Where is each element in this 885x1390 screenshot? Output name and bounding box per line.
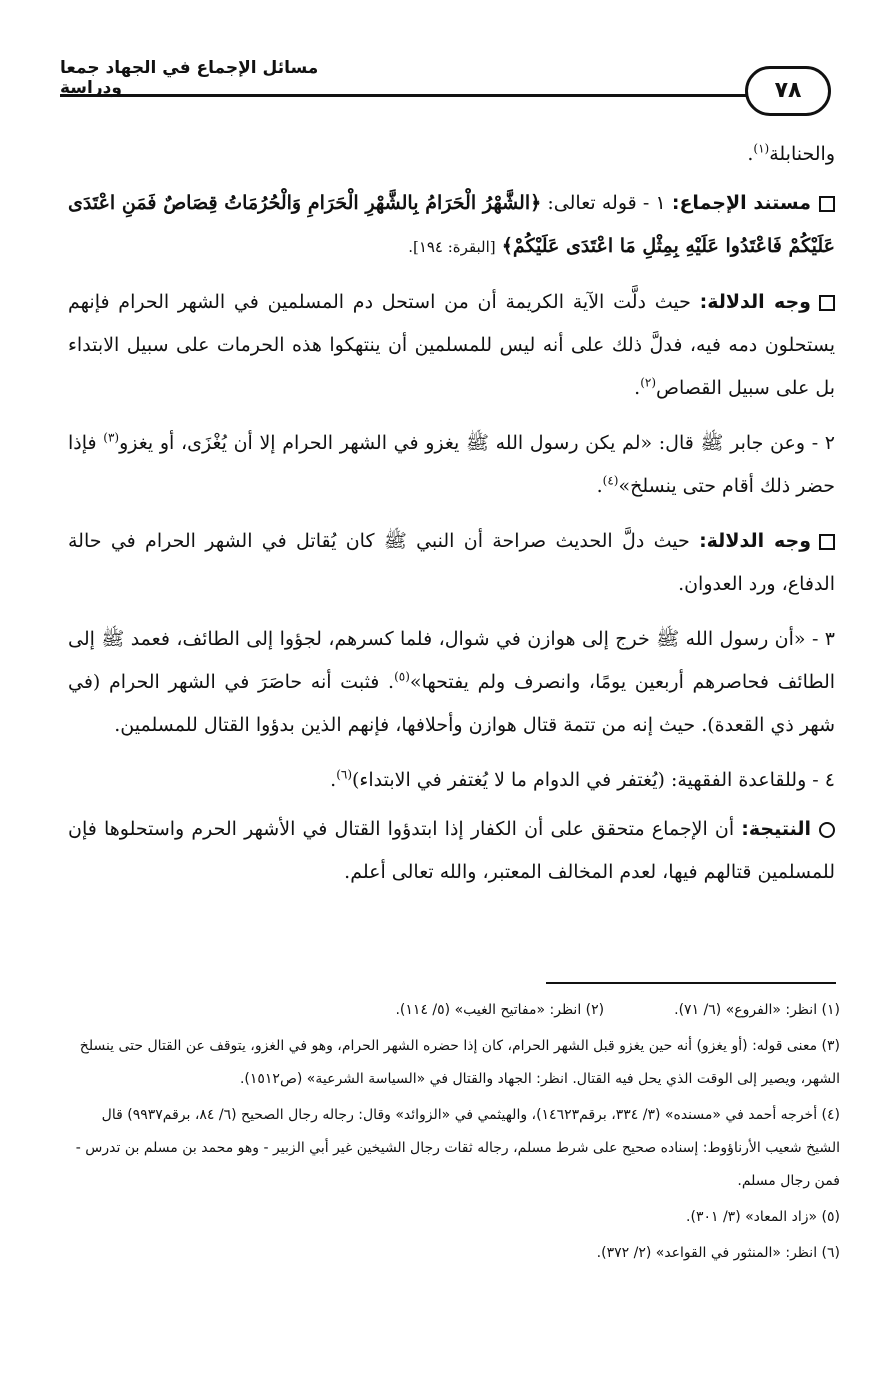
footnote-rule: [546, 982, 836, 984]
running-header-title: مسائل الإجماع في الجهاد جمعا ودراسة: [60, 58, 319, 98]
paragraph-hawazin: [68, 618, 835, 747]
footnote-ref: (٥): [394, 669, 410, 684]
footnote-6: (٦) انظر: «المنثور في القواعد» (٢/ ٣٧٢).: [596, 1245, 840, 1261]
main-text: [68, 133, 835, 906]
paragraph-evidence: [68, 182, 835, 269]
header-rule: [60, 94, 760, 97]
paragraph-indication-2: [68, 520, 835, 606]
footnotes: [68, 994, 840, 1273]
footnote-ref: (١): [753, 141, 770, 156]
paragraph-text: ٢ - وعن جابر ﷺ قال: «لم يكن رسول الله ﷺ يغزو في الشهر الحرام إلا أن يُغْزَى، أو يغزو: [119, 432, 835, 454]
paragraph-end: .: [747, 143, 754, 165]
square-bullet-icon: [819, 534, 835, 550]
square-bullet-icon: [819, 196, 835, 212]
paragraph-text: ٤ - وللقاعدة الفقهية: (يُغتفر في الدوام ما لا يُغتفر في الابتداء): [352, 769, 835, 791]
footnote-2: (٢) انظر: «مفاتيح الغيب» (٥/ ١١٤).: [395, 1002, 605, 1018]
paragraph-text: حيث دلَّ الحديث صراحة أن النبي ﷺ كان يُقاتل في الشهر الحرام في حالة الدفاع، ورد العدوان.: [68, 530, 835, 595]
quran-verse: ﴿الشَّهْرُ الْحَرَامُ بِالشَّهْرِ الْحَرَامِ وَالْحُرُمَاتُ قِصَاصٌ فَمَنِ اعْتَدَى عَلَيْكُمْ فَاعْتَدُوا عَلَيْهِ بِمِثْلِ مَا اعْتَدَى عَلَيْكُمْ﴾: [68, 192, 835, 257]
paragraph-indication-1: [68, 281, 835, 410]
section-label: وجه الدلالة:: [699, 530, 812, 552]
footnote-row: [68, 994, 840, 1027]
paragraph-conclusion: [68, 808, 835, 894]
paragraph-text: والحنابلة: [769, 143, 835, 165]
paragraph-text: فإذا حضر ذلك أقام حتى ينسلخ»: [68, 432, 835, 497]
paragraph-end: .: [634, 377, 641, 399]
page-number: ٧٨: [745, 66, 831, 116]
paragraph-hanabila: [68, 133, 835, 176]
section-label: وجه الدلالة:: [699, 291, 811, 313]
footnote-4: (٤) أخرجه أحمد في «مسنده» (٣/ ٣٣٤، برقم١٤٦٢٣)، والهيثمي في «الزوائد» وقال: رجاله رجال الصحيح (٦/ ٨٤، برقم٩٩٣٧) قال الشيخ شعيب الأرناؤوط: إسناده صحيح على شرط مسلم، رجاله ثقات رجال الشيخين غير أبي الزبير - وهو محمد بن مسلم بن تدرس - فمن رجال مسلم.: [75, 1107, 840, 1189]
footnote-ref: (٦): [336, 767, 353, 782]
paragraph-fiqh-rule: [68, 759, 835, 802]
section-label: النتيجة:: [741, 818, 811, 840]
paragraph-jabir-hadith: [68, 422, 835, 508]
paragraph-text: . فثبت أنه حاصَرَ في الشهر الحرام (في شهر ذي القعدة). حيث إنه من تتمة قتال هوازن وأحلافها، فإنهم الذين بدؤوا القتال للمسلمين.: [68, 671, 835, 736]
footnote-1: (١) انظر: «الفروع» (٦/ ٧١).: [674, 1002, 840, 1018]
verse-citation: [البقرة: ١٩٤].: [408, 238, 496, 256]
footnote-5: (٥) «زاد المعاد» (٣/ ٣٠١).: [686, 1209, 840, 1225]
paragraph-text: حيث دلَّت الآية الكريمة أن من استحل دم المسلمين في الشهر الحرام فإنهم يستحلون دمه فيه، فدلَّ ذلك على أنه ليس للمسلمين أن ينتهكوا هذه الحرمات على سبيل الابتداء بل على سبيل القصاص: [68, 291, 835, 399]
footnote-ref: (٤): [602, 473, 619, 488]
paragraph-end: .: [596, 475, 603, 497]
footnote-ref: (٣): [103, 430, 120, 445]
square-bullet-icon: [819, 295, 835, 311]
footnote-ref: (٢): [640, 375, 657, 390]
footnote-3: (٣) معنى قوله: (أو يغزو) أنه حين يغزو قبل الشهر الحرام، كان إذا حضره الشهر الحرام، وهو في الغزو، يتوقف عن القتال حتى ينسلخ الشهر، ويصير إلى الوقت الذي يحل فيه القتال. انظر: الجهاد والقتال في «السياسة الشرعية» (ص١٥١٢).: [79, 1038, 840, 1087]
paragraph-text: ٣ - «أن رسول الله ﷺ خرج إلى هوازن في شوال، فلما كسرهم، لجؤوا إلى الطائف، فعمد ﷺ إلى الطائف فحاصرهم أربعين يومًا، وانصرف ولم يفتحها»: [68, 628, 836, 693]
paragraph-intro: ١ - قوله تعالى:: [547, 192, 666, 214]
section-label: مستند الإجماع:: [671, 192, 811, 214]
paragraph-text: أن الإجماع متحقق على أن الكفار إذا ابتدؤوا القتال في الأشهر الحرم واستحلوها فإن للمسلمين قتالهم فيها، لعدم المخالف المعتبر، والله تعالى أعلم.: [68, 818, 835, 883]
paragraph-end: .: [330, 769, 337, 791]
circle-bullet-icon: [819, 822, 835, 838]
